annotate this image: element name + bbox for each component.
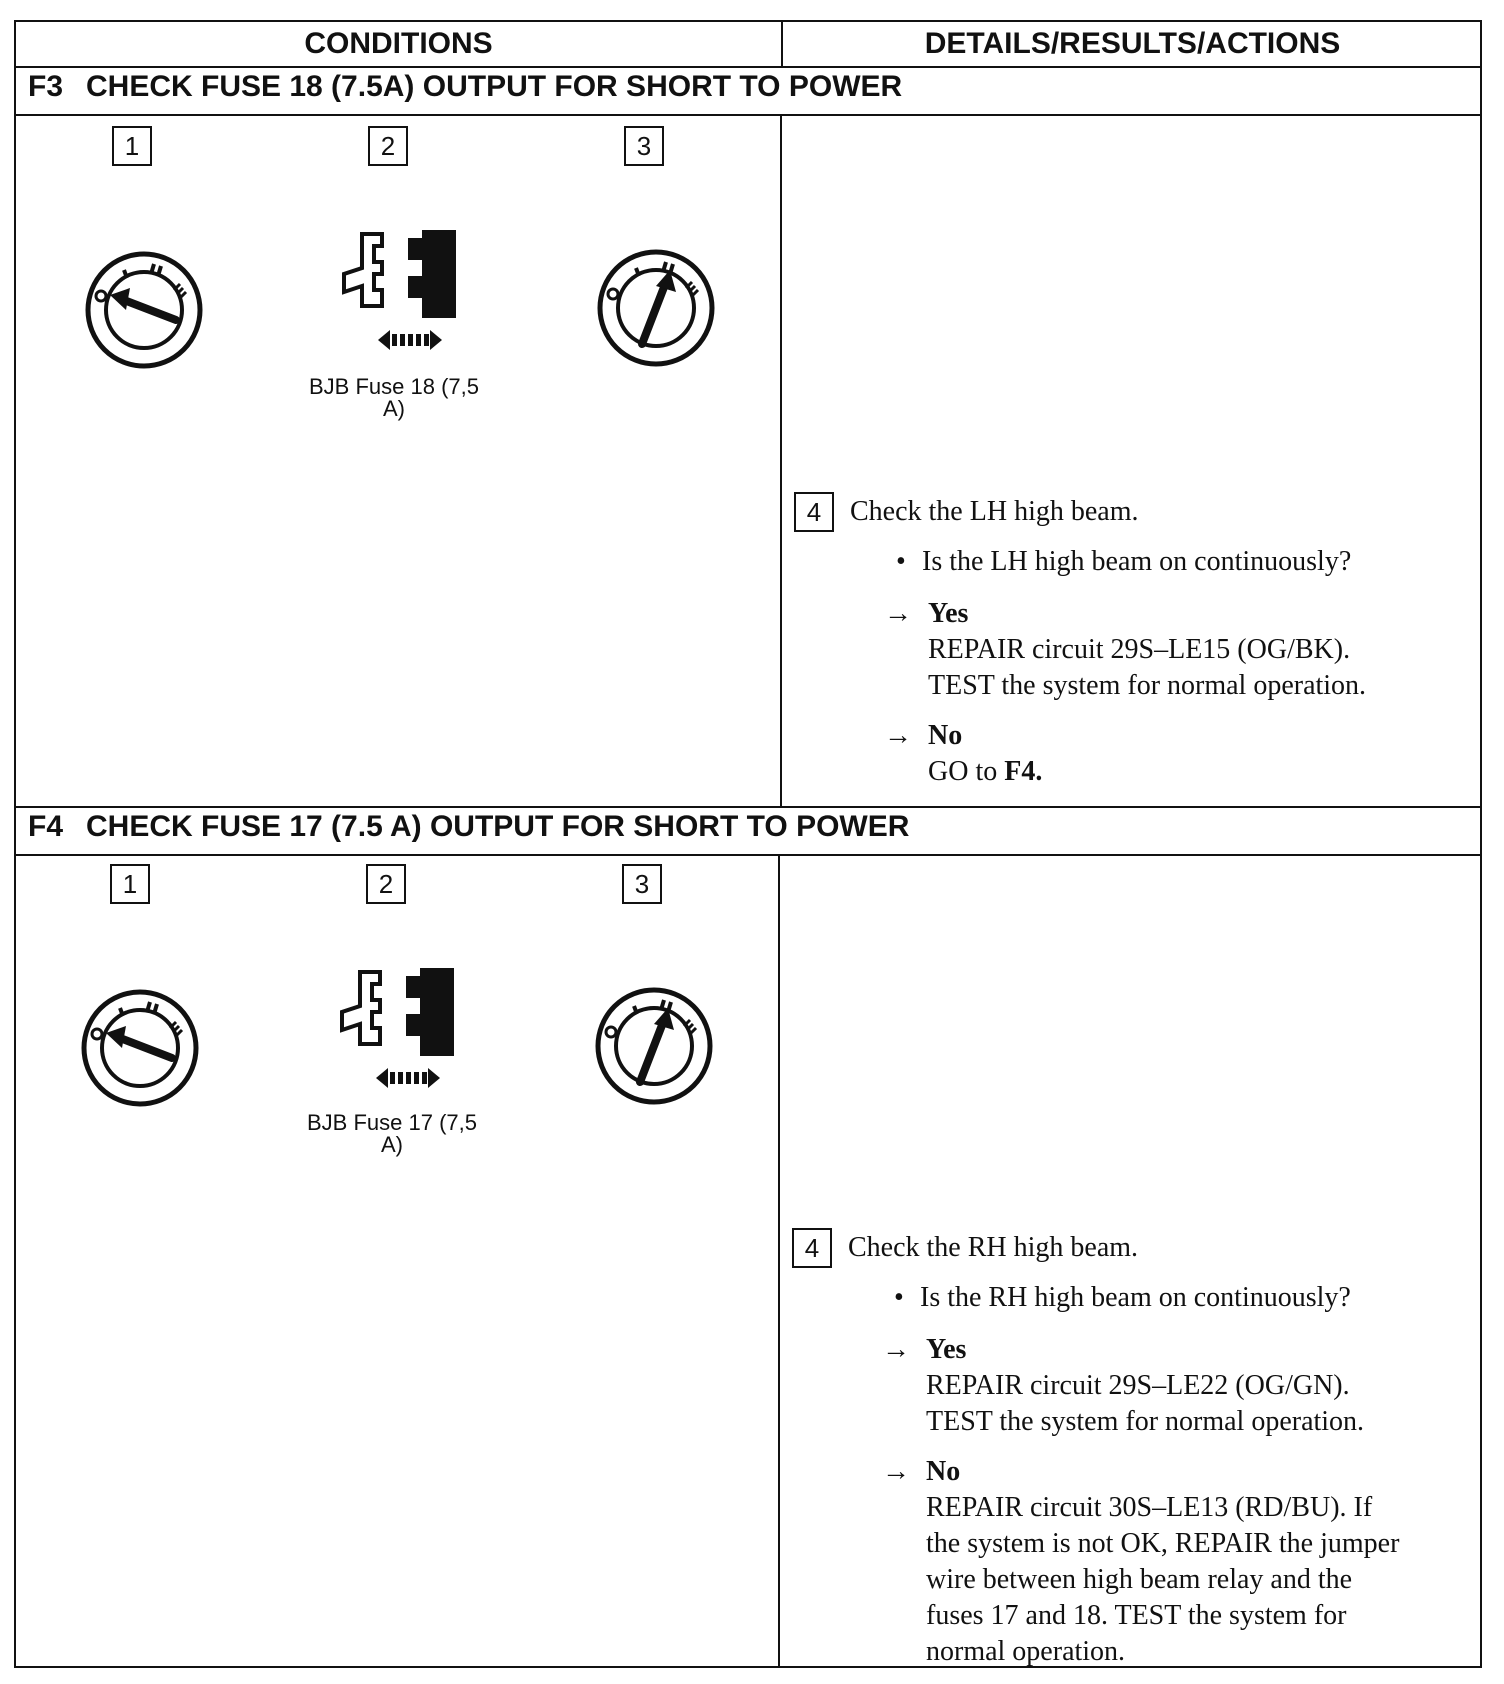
- branch-text-line: the system is not OK, REPAIR the jumper: [926, 1528, 1400, 1559]
- branch-yes: [884, 596, 1468, 704]
- diagnostic-table: [14, 20, 1482, 1668]
- column-header-details: DETAILS/RESULTS/ACTIONS: [924, 27, 1341, 60]
- figure-number: 2: [368, 126, 408, 166]
- figure-number: 3: [622, 864, 662, 904]
- column-divider-header: [781, 22, 783, 66]
- branch-label: Yes: [926, 1334, 967, 1365]
- ignition-switch-off-icon: [84, 250, 206, 372]
- action-line: [794, 492, 1138, 532]
- action-number: 4: [794, 492, 834, 532]
- fuse-label-line: BJB Fuse 18 (7,5: [309, 374, 479, 399]
- row-divider: [16, 114, 1480, 116]
- row-divider: [16, 854, 1480, 856]
- figure-number: 1: [110, 864, 150, 904]
- right-arrow-icon: →: [882, 1456, 910, 1487]
- branch-text-line: REPAIR circuit 29S–LE15 (OG/BK).: [928, 634, 1351, 665]
- goto-target[interactable]: F4.: [1004, 756, 1043, 787]
- action-text: Check the LH high beam.: [850, 496, 1139, 527]
- fuse-label-line: BJB Fuse 17 (7,5: [307, 1110, 477, 1135]
- figure-number: 2: [366, 864, 406, 904]
- step-id: F4: [28, 810, 64, 843]
- fuse-remove-icon: [332, 966, 462, 1094]
- ignition-switch-on-icon: [594, 986, 716, 1108]
- figure-number: 1: [112, 126, 152, 166]
- bullet-icon: •: [896, 546, 906, 577]
- branch-label: No: [928, 720, 963, 751]
- question: [896, 544, 1351, 580]
- column-divider: [780, 114, 782, 806]
- branch-label: Yes: [928, 598, 969, 629]
- branch-no: [884, 718, 1468, 790]
- right-arrow-icon: →: [884, 720, 912, 751]
- action-text: Check the RH high beam.: [848, 1232, 1139, 1263]
- right-arrow-icon: →: [882, 1334, 910, 1365]
- step-title: [28, 810, 909, 844]
- step-heading: CHECK FUSE 18 (7.5A) OUTPUT FOR SHORT TO POWER: [86, 70, 903, 103]
- row-divider: [16, 66, 1480, 68]
- ignition-switch-off-icon: [80, 988, 202, 1110]
- row-divider: [16, 806, 1480, 808]
- question-text: Is the LH high beam on continuously?: [922, 546, 1352, 577]
- branch-text-line: REPAIR circuit 30S–LE13 (RD/BU). If: [926, 1492, 1373, 1523]
- fuse-label-line: A): [383, 396, 405, 421]
- fuse-remove-icon: [334, 228, 464, 356]
- step-title: [28, 70, 902, 104]
- right-arrow-icon: →: [884, 598, 912, 629]
- branch-text-line: fuses 17 and 18. TEST the system for: [926, 1600, 1347, 1631]
- column-header-conditions: CONDITIONS: [304, 27, 493, 60]
- branch-no: [882, 1454, 1466, 1670]
- branch-text-line: TEST the system for normal operation.: [928, 670, 1367, 701]
- goto-line: [928, 754, 1468, 790]
- column-divider: [778, 854, 780, 1666]
- branch-text-line: TEST the system for normal operation.: [926, 1406, 1365, 1437]
- action-block: [792, 1228, 1432, 1668]
- branch-label: No: [926, 1456, 961, 1487]
- fuse-label: [272, 1112, 512, 1156]
- step-heading: CHECK FUSE 17 (7.5 A) OUTPUT FOR SHORT TO POWER: [86, 810, 910, 843]
- branch-text-line: normal operation.: [926, 1636, 1126, 1667]
- action-block: [794, 492, 1434, 802]
- branch-text-line: REPAIR circuit 29S–LE22 (OG/GN).: [926, 1370, 1350, 1401]
- branch-text-line: wire between high beam relay and the: [926, 1564, 1353, 1595]
- question: [894, 1280, 1351, 1316]
- goto-text: GO to: [928, 756, 998, 787]
- action-line: [792, 1228, 1138, 1268]
- fuse-label: [274, 376, 514, 420]
- fuse-label-line: A): [381, 1132, 403, 1157]
- bullet-icon: •: [894, 1282, 904, 1313]
- step-id: F3: [28, 70, 64, 103]
- figure-number: 3: [624, 126, 664, 166]
- ignition-switch-on-icon: [596, 248, 718, 370]
- question-text: Is the RH high beam on continuously?: [920, 1282, 1351, 1313]
- action-number: 4: [792, 1228, 832, 1268]
- branch-yes: [882, 1332, 1466, 1440]
